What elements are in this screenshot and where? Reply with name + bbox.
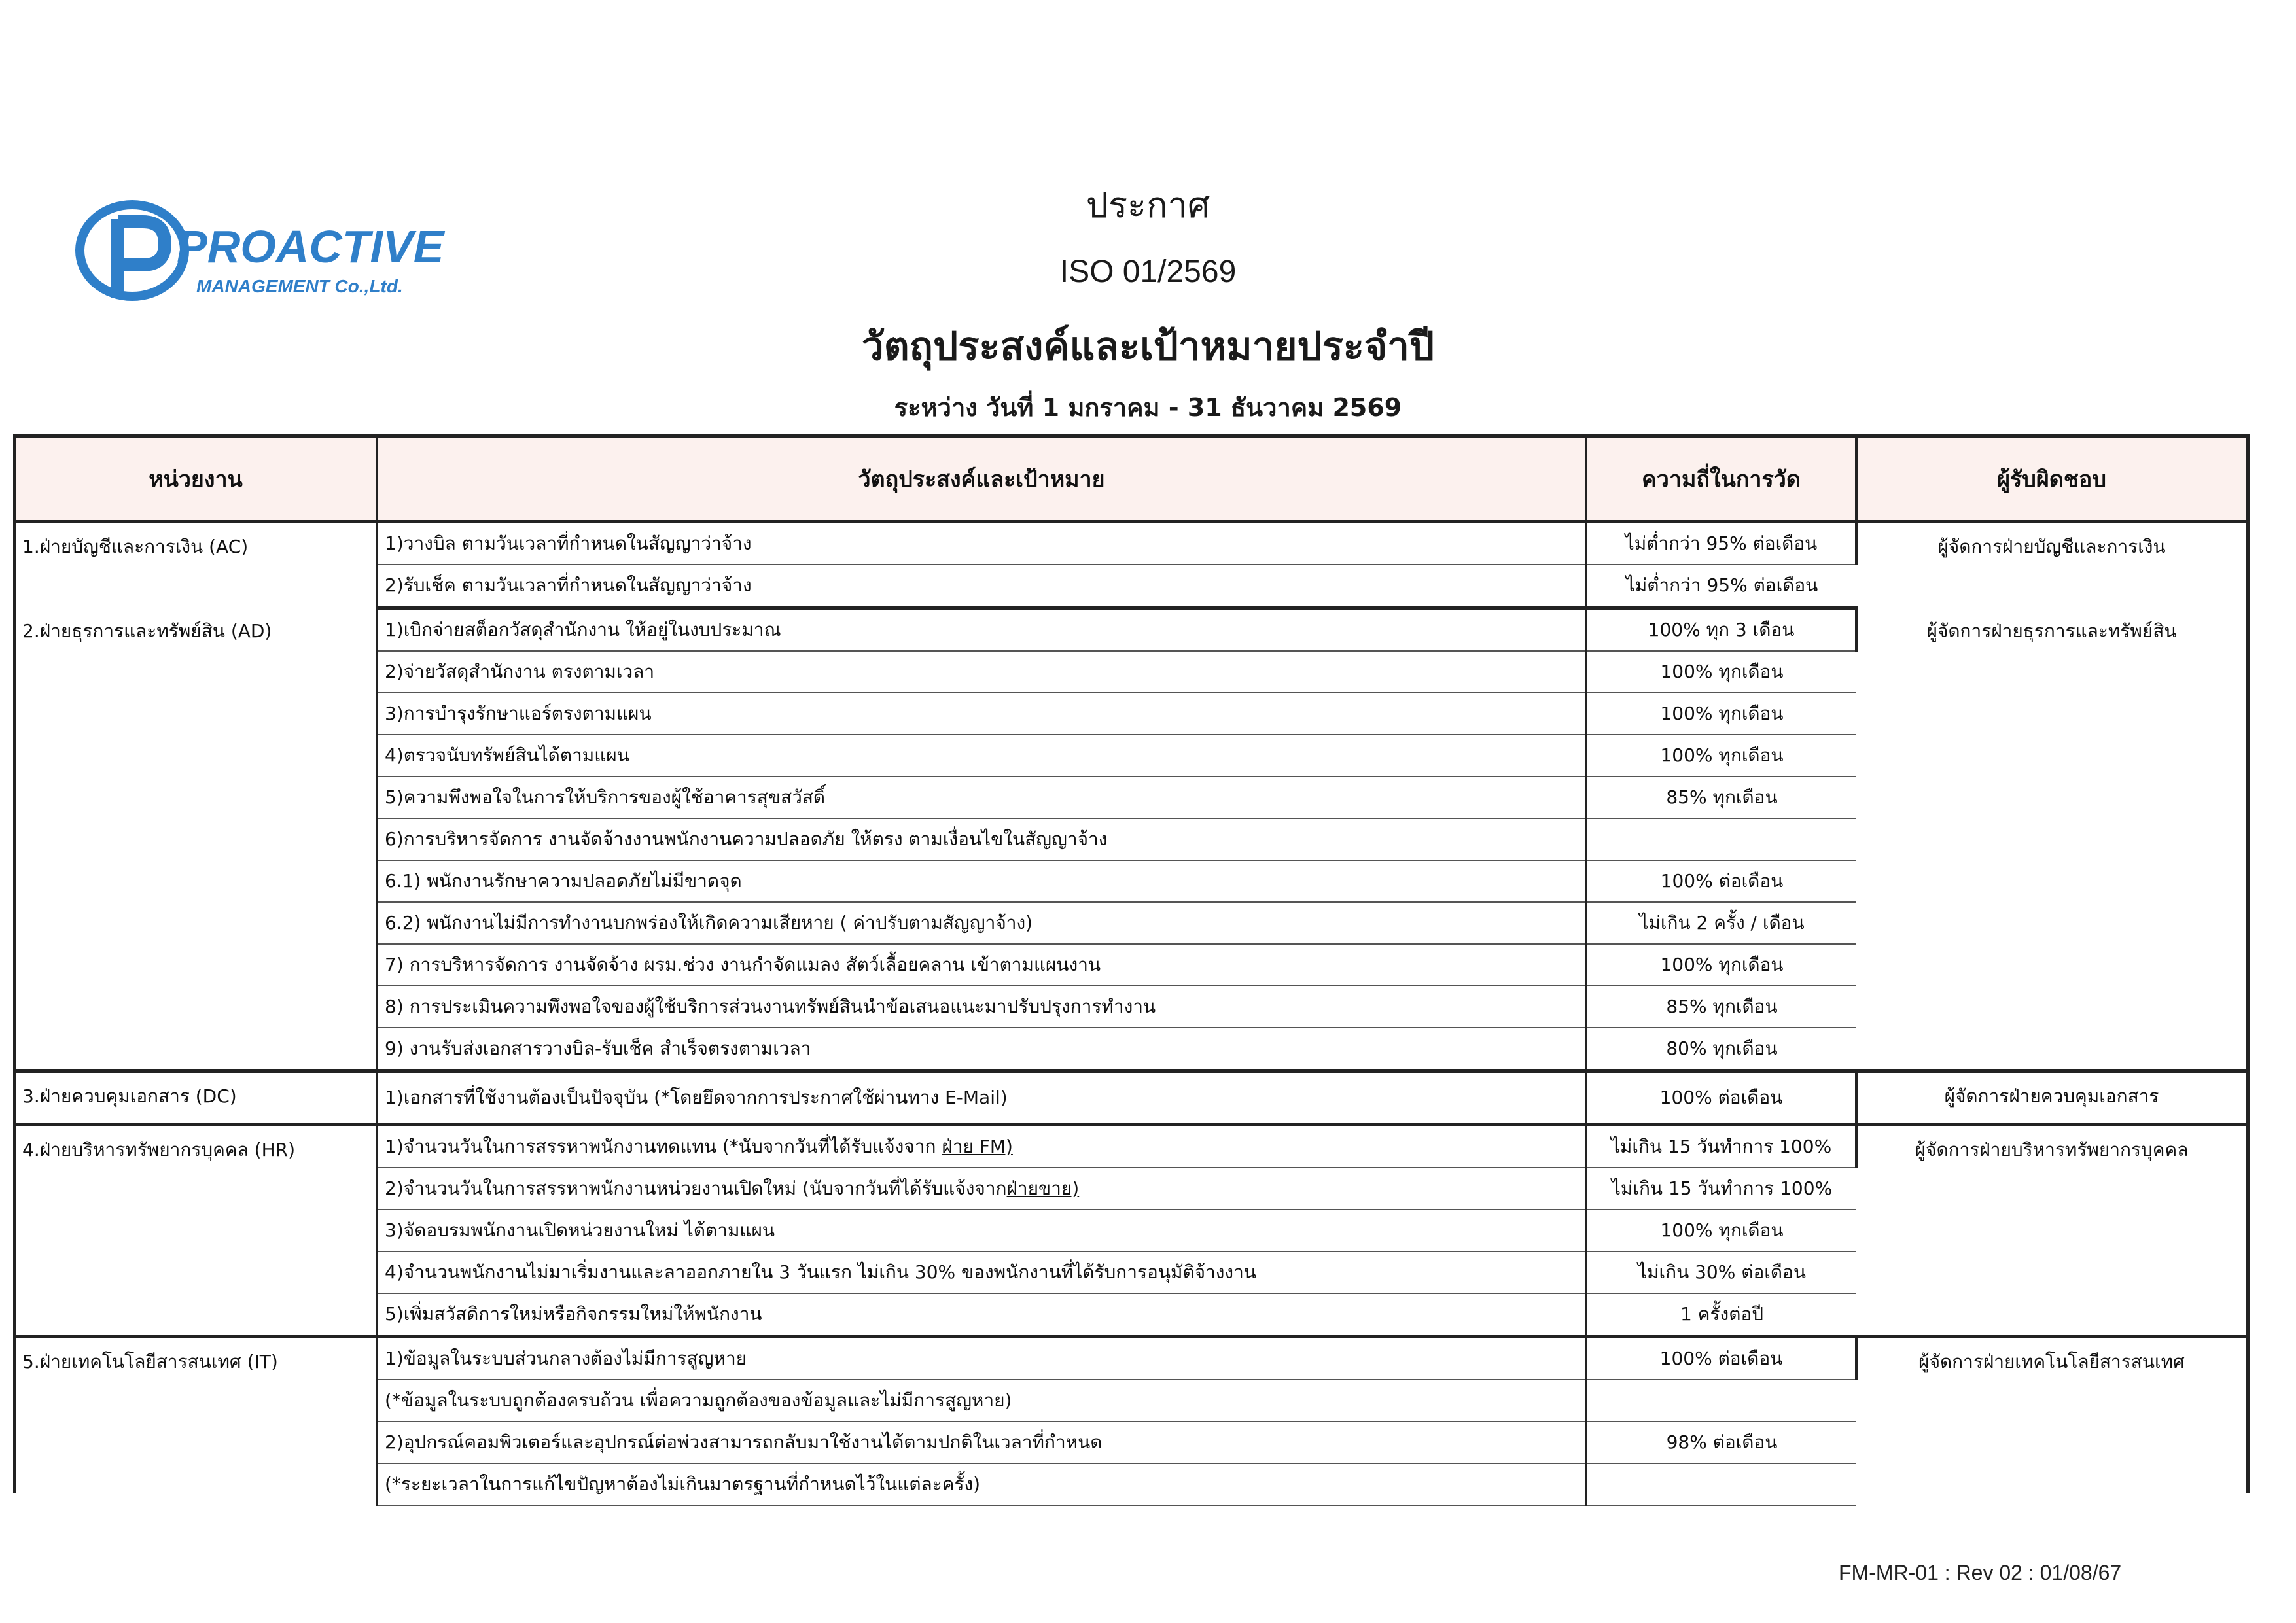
- frequency-cell: ไม่เกิน 2 ครั้ง / เดือน: [1586, 902, 1856, 944]
- objective-link-text: ฝ่ายขาย): [1006, 1178, 1080, 1199]
- column-header-objective: วัตถุประสงค์และเป้าหมาย: [377, 438, 1586, 522]
- dept-cell-ac: 1.ฝ่ายบัญชีและการเงิน (AC): [16, 522, 377, 608]
- objective-cell: 1)เบิกจ่ายสต็อกวัสดุสำนักงาน ให้อยู่ในงบประมาณ: [377, 608, 1586, 651]
- objective-cell: 4)ตรวจนับทรัพย์สินได้ตามแผน: [377, 735, 1586, 777]
- frequency-cell: 100% ทุกเดือน: [1586, 1210, 1856, 1251]
- frequency-cell: 1 ครั้งต่อปี: [1586, 1293, 1856, 1336]
- dept-cell-hr: 4.ฝ่ายบริหารทรัพยากรบุคคล (HR): [16, 1125, 377, 1336]
- objective-cell: 8) การประเมินความพึงพอใจของผู้ใช้บริการส่วนงานทรัพย์สินนำข้อเสนอแนะมาปรับปรุงการทำงาน: [377, 986, 1586, 1028]
- objective-cell: 6.1) พนักงานรักษาความปลอดภัยไม่มีขาดจุด: [377, 860, 1586, 902]
- form-code: FM-MR-01 : Rev 02 : 01/08/67: [1839, 1561, 2122, 1584]
- objective-link-text: ฝ่าย FM): [942, 1136, 1013, 1157]
- objective-cell: 6)การบริหารจัดการ งานจัดจ้างงานพนักงานความปลอดภัย ให้ตรง ตามเงื่อนไขในสัญญาจ้าง: [377, 818, 1586, 860]
- objective-cell: 1)เอกสารที่ใช้งานต้องเป็นปัจจุบัน (*โดยยึดจากการประกาศใช้ผ่านทาง E-Mail): [377, 1071, 1586, 1125]
- responsible-cell-ad: ผู้จัดการฝ่ายธุรการและทรัพย์สิน: [1856, 608, 2246, 1071]
- column-header-dept: หน่วยงาน: [16, 438, 377, 522]
- responsible-cell-it: ผู้จัดการฝ่ายเทคโนโลยีสารสนเทศ: [1918, 1351, 2185, 1372]
- frequency-cell: ไม่เกิน 15 วันทำการ 100%: [1586, 1168, 1856, 1210]
- objective-cell: [377, 1125, 1586, 1168]
- column-header-responsible: ผู้รับผิดชอบ: [1856, 438, 2246, 522]
- objective-cell: 1)ข้อมูลในระบบส่วนกลางต้องไม่มีการสูญหาย: [377, 1336, 1586, 1380]
- frequency-cell: 100% ทุกเดือน: [1586, 944, 1856, 986]
- objective-cell: (*ข้อมูลในระบบถูกต้องครบถ้วน เพื่อความถูกต้องของข้อมูลและไม่มีการสูญหาย): [377, 1380, 1586, 1422]
- objective-cell: 2)อุปกรณ์คอมพิวเตอร์และอุปกรณ์ต่อพ่วงสามารถกลับมาใช้งานได้ตามปกติในเวลาที่กำหนด: [377, 1422, 1586, 1463]
- frequency-cell: 100% ทุกเดือน: [1586, 735, 1856, 777]
- objectives-table: [13, 434, 2250, 1493]
- frequency-cell: 80% ทุกเดือน: [1586, 1028, 1856, 1071]
- objective-cell: 2)จ่ายวัสดุสำนักงาน ตรงตามเวลา: [377, 651, 1586, 693]
- objective-cell: 4)จำนวนพนักงานไม่มาเริ่มงานและลาออกภายใน 3 วันแรก ไม่เกิน 30% ของพนักงานที่ได้รับการอนุมัติจ้างงาน: [377, 1251, 1586, 1293]
- responsible-cell-dc: ผู้จัดการฝ่ายควบคุมเอกสาร: [1856, 1071, 2246, 1125]
- dept-cell-dc: 3.ฝ่ายควบคุมเอกสาร (DC): [16, 1071, 377, 1125]
- table-row: [16, 1071, 2246, 1125]
- frequency-cell: 100% ต่อเดือน: [1586, 860, 1856, 902]
- page-title: วัตถุประสงค์และเป้าหมายประจำปี: [862, 324, 1434, 370]
- objective-cell: 7) การบริหารจัดการ งานจัดจ้าง ผรม.ช่วง งานกำจัดแมลง สัตว์เลื้อยคลาน เข้าตามแผนงาน: [377, 944, 1586, 986]
- frequency-cell: [1586, 818, 1856, 860]
- frequency-cell: 98% ต่อเดือน: [1586, 1422, 1856, 1463]
- table-row: [16, 522, 2246, 565]
- column-header-frequency: ความถี่ในการวัด: [1586, 438, 1856, 522]
- announcement-heading: ประกาศ: [1086, 184, 1210, 226]
- logo-name: PROACTIVE: [177, 221, 444, 272]
- table-row: [16, 1336, 2246, 1380]
- objective-cell: [377, 1168, 1586, 1210]
- table-row: [16, 608, 2246, 651]
- frequency-cell: ไม่เกิน 15 วันทำการ 100%: [1586, 1125, 1856, 1168]
- responsible-cell-ac: ผู้จัดการฝ่ายบัญชีและการเงิน: [1937, 536, 2166, 557]
- frequency-cell: 100% ทุกเดือน: [1586, 651, 1856, 693]
- dept-cell-it: 5.ฝ่ายเทคโนโลยีสารสนเทศ (IT): [16, 1336, 377, 1505]
- logo-subtitle: MANAGEMENT Co.,Ltd.: [196, 276, 403, 296]
- document-number: ISO 01/2569: [1059, 254, 1237, 289]
- objective-cell: 6.2) พนักงานไม่มีการทำงานบกพร่องให้เกิดความเสียหาย ( ค่าปรับตามสัญญาจ้าง): [377, 902, 1586, 944]
- frequency-cell: [1586, 1380, 1856, 1422]
- dept-cell-ad: 2.ฝ่ายธุรการและทรัพย์สิน (AD): [16, 608, 377, 1071]
- table-header-row: [16, 438, 2246, 522]
- objective-cell: 1)วางบิล ตามวันเวลาที่กำหนดในสัญญาว่าจ้าง: [377, 522, 1586, 565]
- responsible-cell-hr: ผู้จัดการฝ่ายบริหารทรัพยากรบุคคล: [1856, 1125, 2246, 1336]
- objective-cell: 9) งานรับส่งเอกสารวางบิล-รับเช็ค สำเร็จตรงตามเวลา: [377, 1028, 1586, 1071]
- frequency-cell: 85% ทุกเดือน: [1586, 777, 1856, 818]
- frequency-cell: 100% ต่อเดือน: [1586, 1336, 1856, 1380]
- frequency-cell: ไม่ต่ำกว่า 95% ต่อเดือน: [1586, 522, 1856, 565]
- objective-cell: 5)เพิ่มสวัสดิการใหม่หรือกิจกรรมใหม่ให้พนักงาน: [377, 1293, 1586, 1336]
- frequency-cell: ไม่เกิน 30% ต่อเดือน: [1586, 1251, 1856, 1293]
- frequency-cell: [1586, 1463, 1856, 1505]
- objective-cell: (*ระยะเวลาในการแก้ไขปัญหาต้องไม่เกินมาตรฐานที่กำหนดไว้ในแต่ละครั้ง): [377, 1463, 1586, 1505]
- objective-text: 1)จำนวนวันในการสรรหาพนักงานทดแทน (*นับจากวันที่ได้รับแจ้งจาก: [385, 1136, 942, 1157]
- period-text: ระหว่าง วันที่ 1 มกราคม - 31 ธันวาคม 2569: [894, 393, 1402, 422]
- objective-cell: 5)ความพึงพอใจในการให้บริการของผู้ใช้อาคารสุขสวัสดิ์: [377, 777, 1586, 818]
- frequency-cell: 100% ต่อเดือน: [1586, 1071, 1856, 1125]
- objective-cell: 3)การบำรุงรักษาแอร์ตรงตามแผน: [377, 693, 1586, 735]
- table-row: [16, 1125, 2246, 1168]
- frequency-cell: 85% ทุกเดือน: [1586, 986, 1856, 1028]
- objective-cell: 2)รับเช็ค ตามวันเวลาที่กำหนดในสัญญาว่าจ้าง: [377, 565, 1586, 608]
- frequency-cell: ไม่ต่ำกว่า 95% ต่อเดือน: [1586, 565, 1856, 608]
- frequency-cell: 100% ทุกเดือน: [1586, 693, 1856, 735]
- frequency-cell: 100% ทุก 3 เดือน: [1586, 608, 1856, 651]
- objective-text: 2)จำนวนวันในการสรรหาพนักงานหน่วยงานเปิดใหม่ (นับจากวันที่ได้รับแจ้งจาก: [385, 1178, 1007, 1199]
- objective-cell: 3)จัดอบรมพนักงานเปิดหน่วยงานใหม่ ได้ตามแผน: [377, 1210, 1586, 1251]
